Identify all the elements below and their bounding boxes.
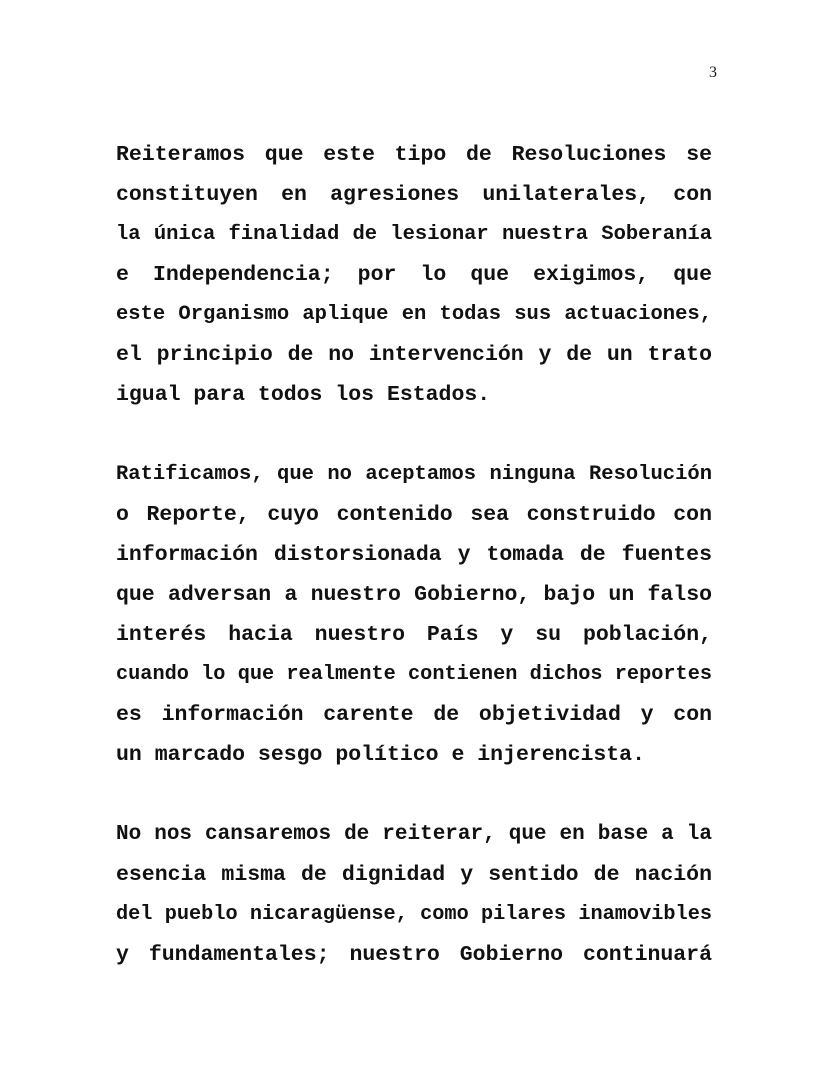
text-line: que adversan a nuestro Gobierno, bajo un falso bbox=[116, 583, 712, 607]
text-line: y fundamentales; nuestro Gobierno continuará bbox=[116, 943, 712, 967]
text-line: interés hacia nuestro País y su población, bbox=[116, 623, 712, 647]
text-line: la única finalidad de lesionar nuestra Soberanía bbox=[116, 223, 712, 246]
text-line: este Organismo aplique en todas sus actuaciones, bbox=[116, 303, 712, 326]
text-line: o Reporte, cuyo contenido sea construido con bbox=[116, 503, 712, 527]
text-line: un marcado sesgo político e injerencista. bbox=[116, 743, 645, 767]
text-line: del pueblo nicaragüense, como pilares inamovibles bbox=[116, 903, 712, 926]
text-line: Reiteramos que este tipo de Resoluciones se bbox=[116, 143, 712, 167]
paragraph-reiteramos bbox=[116, 135, 712, 415]
text-line: el principio de no intervención y de un trato bbox=[116, 343, 712, 367]
text-line: e Independencia; por lo que exigimos, que bbox=[116, 263, 712, 287]
paragraph-no-nos-cansaremos bbox=[116, 815, 712, 975]
text-line: esencia misma de dignidad y sentido de nación bbox=[116, 863, 712, 887]
document-body bbox=[116, 135, 712, 1015]
paragraph-ratificamos bbox=[116, 455, 712, 775]
text-line: igual para todos los Estados. bbox=[116, 383, 491, 407]
text-line: constituyen en agresiones unilaterales, con bbox=[116, 183, 712, 207]
text-line: cuando lo que realmente contienen dichos reportes bbox=[116, 663, 712, 686]
text-line: Ratificamos, que no aceptamos ninguna Resolución bbox=[116, 463, 712, 486]
text-line: No nos cansaremos de reiterar, que en base a la bbox=[116, 823, 712, 846]
text-line: es información carente de objetividad y con bbox=[116, 703, 712, 727]
page-number: 3 bbox=[709, 64, 717, 81]
text-line: información distorsionada y tomada de fuentes bbox=[116, 543, 712, 567]
